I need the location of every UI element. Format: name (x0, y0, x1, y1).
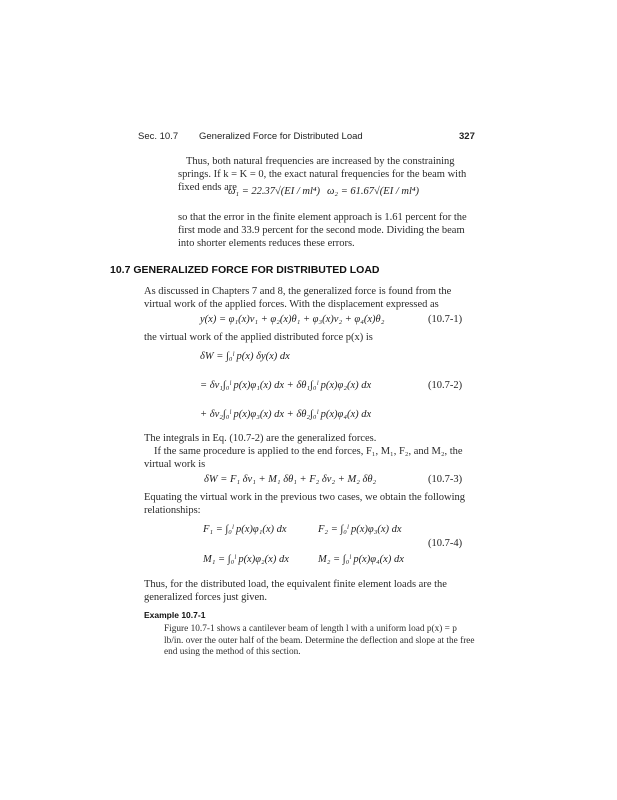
section-paragraph-4: If the same procedure is applied to the end forces, F₁, M₁, F₂, and M₂, the virtual work is (144, 446, 463, 470)
running-title: Generalized Force for Distributed Load (199, 131, 363, 142)
section-ref: Sec. 10.7 (138, 131, 179, 142)
omega2-formula: ω₂ = 61.67√(EI / ml⁴) (327, 186, 420, 197)
equation-10-7-2-line2: = δv₁∫₀ˡ p(x)φ₁(x) dx + δθ₁∫₀ˡ p(x)φ₂(x) dx (200, 380, 372, 391)
omega1-formula: ω₁ = 22.37√(EI / ml⁴) (228, 186, 321, 197)
equation-10-7-1: y(x) = φ₁(x)v₁ + φ₂(x)θ₁ + φ₃(x)v₂ + φ₄(x)θ₂ (200, 314, 385, 325)
equation-F2: F₂ = ∫₀ˡ p(x)φ₃(x) dx (318, 524, 402, 535)
error-paragraph: so that the error in the finite element approach is 1.61 percent for the first mode and 33.9 percent for the second mode. Dividing the beam into shorter elements reduces these errors. (178, 212, 467, 249)
section-paragraph-1: As discussed in Chapters 7 and 8, the generalized force is found from the virtual work of the applied forces. With the displacement expressed as (144, 286, 452, 310)
equation-F1: F₁ = ∫₀ˡ p(x)φ₁(x) dx (203, 524, 287, 535)
section-paragraph-6: Thus, for the distributed load, the equivalent finite element loads are the generalized forces just given. (144, 579, 447, 603)
page-number: 327 (459, 131, 475, 142)
equation-M1: M₁ = ∫₀ˡ p(x)φ₂(x) dx (203, 554, 289, 565)
equation-number-10-7-2: (10.7-2) (428, 380, 463, 391)
equation-10-7-2-line3: + δv₂∫₀ˡ p(x)φ₃(x) dx + δθ₂∫₀ˡ p(x)φ₄(x) dx (200, 409, 372, 420)
example-text: Figure 10.7-1 shows a cantilever beam of length l with a uniform load p(x) = p lb/in. over the outer half of the beam. Determine the deflection and slope at the free end using the method of this section. (164, 624, 475, 657)
equation-number-10-7-1: (10.7-1) (428, 314, 463, 325)
section-paragraph-2: the virtual work of the applied distributed force p(x) is (144, 332, 373, 343)
equation-M2: M₂ = ∫₀ˡ p(x)φ₄(x) dx (318, 554, 404, 565)
equation-10-7-2-line1: δW = ∫₀ˡ p(x) δy(x) dx (200, 351, 290, 362)
section-paragraph-5: Equating the virtual work in the previous two cases, we obtain the following relationships: (144, 492, 466, 516)
section-heading: 10.7 GENERALIZED FORCE FOR DISTRIBUTED LOAD (110, 264, 380, 276)
section-paragraph-3: The integrals in Eq. (10.7-2) are the generalized forces. (144, 433, 377, 444)
equation-number-10-7-4: (10.7-4) (428, 538, 463, 549)
equation-10-7-3: δW = F₁ δv₁ + M₁ δθ₁ + F₂ δv₂ + M₂ δθ₂ (204, 474, 377, 485)
intro-paragraph: Thus, both natural frequencies are increased by the constraining springs. If k = K = 0, the exact natural frequencies for the beam with fixed ends are (178, 156, 467, 193)
equation-number-10-7-3: (10.7-3) (428, 474, 463, 485)
example-heading: Example 10.7-1 (144, 610, 206, 620)
